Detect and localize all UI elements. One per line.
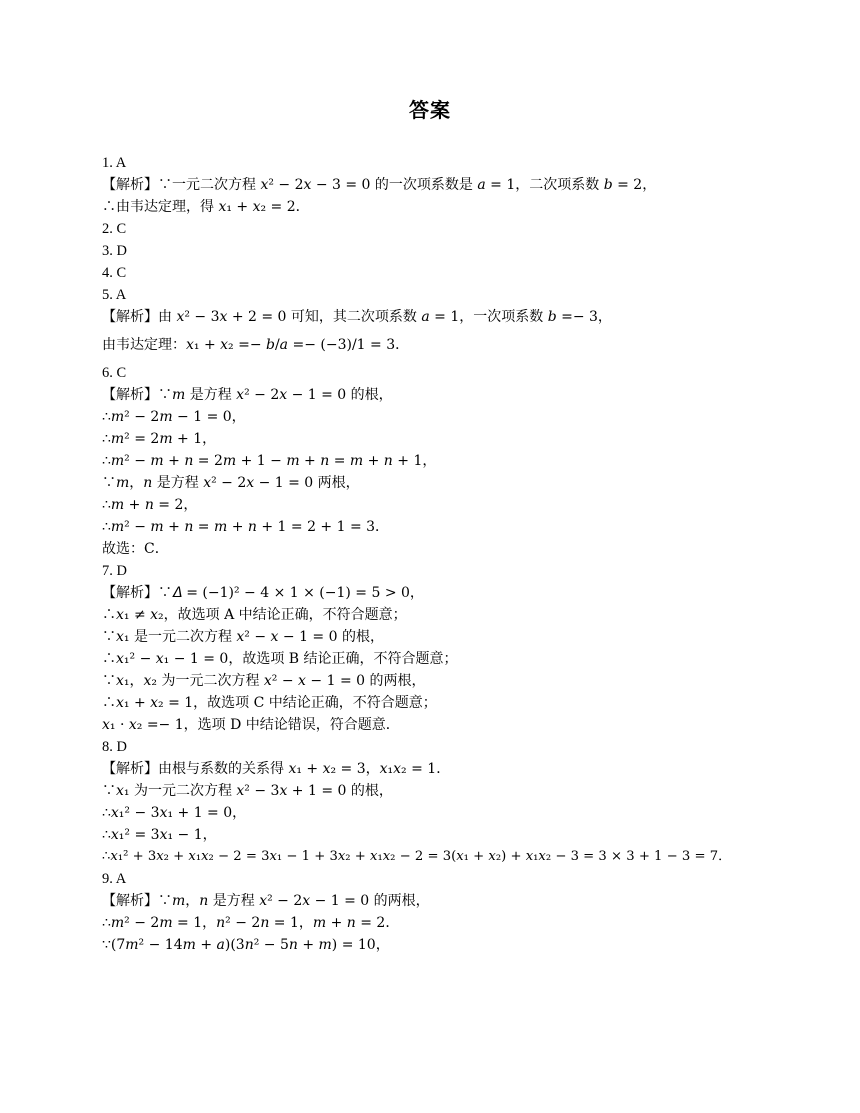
answer-line: ∵𝑥₁ 是一元二次方程 𝑥² − 𝑥 − 1 = 0 的根， [102,629,384,645]
answer-line: 1. A [102,155,127,171]
answer-line: ∵𝑚，𝑛 是方程 𝑥² − 2𝑥 − 1 = 0 两根， [102,475,360,491]
answer-line: ∴𝑥₁ + 𝑥₂ = 1，故选项 C 中结论正确，不符合题意； [102,695,437,711]
answer-line: 【解析】∵一元二次方程 𝑥² − 2𝑥 − 3 = 0 的一次项系数是 𝑎 = 1，二次项系数 𝑏 = 2， [102,177,657,193]
answer-line: 9. A [102,871,127,887]
answer-line: ∴𝑥₁² − 3𝑥₁ + 1 = 0， [102,805,247,821]
answer-line: 4. C [102,265,127,281]
answer-line: 【解析】由 𝑥² − 3𝑥 + 2 = 0 可知，其二次项系数 𝑎 = 1，一次项系数 𝑏 =− 3， [102,309,612,325]
answer-line: 【解析】∵𝑚 是方程 𝑥² − 2𝑥 − 1 = 0 的根， [102,387,393,403]
answer-line: ∴𝑚² − 2𝑚 = 1，𝑛² − 2𝑛 = 1，𝑚 + 𝑛 = 2． [102,915,400,931]
answer-line: ∴𝑚² − 2𝑚 − 1 = 0， [102,409,246,425]
answer-line: ∵𝑥₁ 为一元二次方程 𝑥² − 3𝑥 + 1 = 0 的根， [102,783,393,799]
answer-line: 【解析】由根与系数的关系得 𝑥₁ + 𝑥₂ = 3，𝑥₁𝑥₂ = 1． [102,761,451,777]
answer-line: 【解析】∵𝛥 = (−1)² − 4 × 1 × (−1) = 5 > 0， [102,585,424,601]
answer-line: ∴𝑥₁² − 𝑥₁ − 1 = 0，故选项 B 结论正确，不符合题意； [102,651,458,667]
answer-line: 由韦达定理：𝑥₁ + 𝑥₂ =− 𝑏/𝑎 =− (−3)/1 = 3． [102,337,410,353]
page-title: 答案 [409,98,451,122]
answer-line: ∴𝑚² − 𝑚 + 𝑛 = 𝑚 + 𝑛 + 1 = 2 + 1 = 3． [102,519,390,535]
answer-line: ∴𝑥₁² + 3𝑥₂ + 𝑥₁𝑥₂ − 2 = 3𝑥₁ − 1 + 3𝑥₂ + 𝑥₁𝑥₂ − 2 = 3(𝑥₁ + 𝑥₂) + 𝑥₁𝑥₂ − 3 = 3 × 3 + 1 − 3 = 7． [102,849,732,864]
answer-line: ∵𝑥₁，𝑥₂ 为一元二次方程 𝑥² − 𝑥 − 1 = 0 的两根， [102,673,426,689]
answer-line: 8. D [102,739,127,755]
answer-body [102,152,822,956]
answer-line: 𝑥₁ · 𝑥₂ =− 1，选项 D 中结论错误，符合题意． [102,717,400,733]
answer-line: ∵(7𝑚² − 14𝑚 + 𝑎)(3𝑛² − 5𝑛 + 𝑚) = 10， [102,937,390,953]
answer-line: 7. D [102,563,127,579]
answer-line: 6. C [102,365,127,381]
answer-line: 5. A [102,287,127,303]
answer-line: 3. D [102,243,127,259]
answer-line: 2. C [102,221,127,237]
answer-line: 【解析】∵𝑚，𝑛 是方程 𝑥² − 2𝑥 − 1 = 0 的两根， [102,893,430,909]
answer-line: ∴𝑚² − 𝑚 + 𝑛 = 2𝑚 + 1 − 𝑚 + 𝑛 = 𝑚 + 𝑛 + 1， [102,453,437,469]
answer-line: ∴由韦达定理，得 𝑥₁ + 𝑥₂ = 2． [102,199,310,215]
answer-line: ∴𝑚 + 𝑛 = 2， [102,497,198,513]
answer-line: ∴𝑚² = 2𝑚 + 1， [102,431,217,447]
answer-line: 故选：C． [102,541,169,557]
answer-line: ∴𝑥₁² = 3𝑥₁ − 1， [102,827,217,843]
answer-line: ∴𝑥₁ ≠ 𝑥₂，故选项 A 中结论正确，不符合题意； [102,607,407,623]
